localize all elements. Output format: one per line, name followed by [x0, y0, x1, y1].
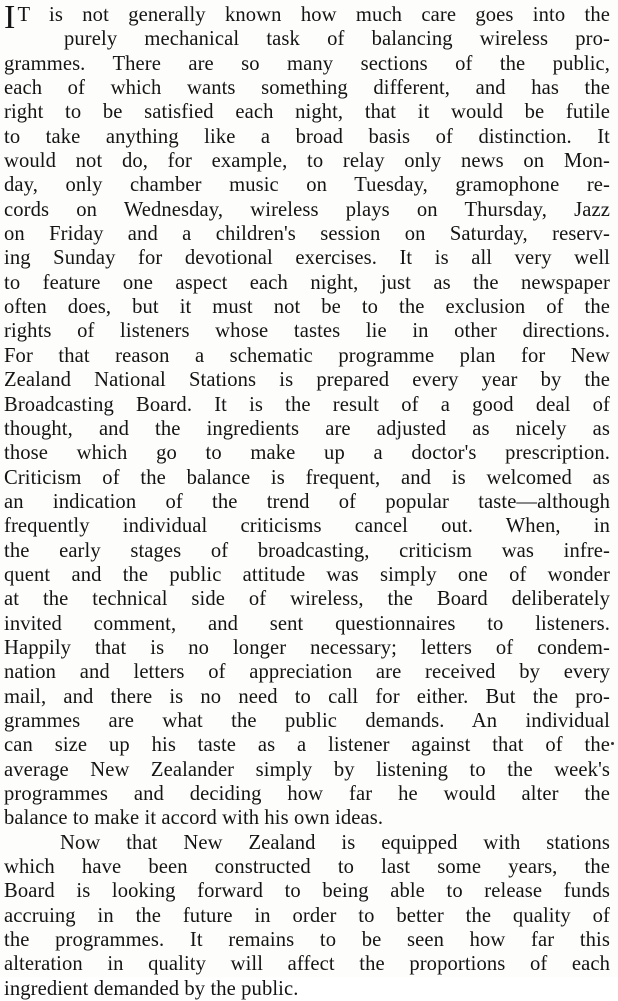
text-line: an indication of the trend of popular taste—although — [4, 490, 610, 513]
text-line: average New Zealander simply by listening to the week's — [4, 758, 610, 781]
text-line: cords on Wednesday, wireless plays on Thursday, Jazz — [4, 198, 610, 221]
text-line: Zealand National Stations is prepared every year by the — [4, 369, 610, 392]
text-line: quent and the public attitude was simply one of wonder — [4, 563, 610, 586]
drop-cap: I — [4, 0, 16, 36]
text-line: thought, and the ingredients are adjusted as nicely as — [4, 417, 610, 440]
article-body — [4, 0, 610, 1001]
print-speck — [611, 742, 614, 745]
text-line: accruing in the future in order to better the quality of — [4, 904, 610, 927]
text-line: Broadcasting Board. It is the result of a good deal of — [4, 393, 610, 416]
paragraph-2 — [4, 831, 610, 1001]
text-line: day, only chamber music on Tuesday, gramophone re- — [4, 174, 610, 197]
text-line: rights of listeners whose tastes lie in other directions. — [4, 320, 610, 343]
text-line: programmes and deciding how far he would alter the — [4, 783, 610, 805]
text-line: to take anything like a broad basis of distinction. It — [4, 125, 610, 148]
text-line: which have been constructed to last some years, the — [4, 856, 610, 879]
text-line: Board is looking forward to being able to release funds — [4, 880, 610, 903]
text-line: often does, but it must not be to the exclusion of the — [4, 296, 610, 319]
text-line: the early stages of broadcasting, criticism was infre- — [4, 539, 610, 562]
text-line: Criticism of the balance is frequent, and is welcomed as — [4, 466, 610, 489]
paragraph-1 — [4, 0, 610, 831]
text-line: alteration in quality will affect the proportions of each — [4, 953, 610, 976]
text-line: I T is not generally known how much care goes into the — [4, 0, 610, 36]
text-line: ing Sunday for devotional exercises. It is all very well — [4, 247, 610, 270]
text-line: nation and letters of appreciation are received by every — [4, 661, 610, 684]
text-line: grammes are what the public demands. An individual — [4, 709, 610, 732]
text-line: invited comment, and sent questionnaires to listeners. — [4, 612, 610, 635]
text-line: frequently individual criticisms cancel out. When, in — [4, 515, 610, 538]
text-line: purely mechanical task of balancing wireless pro- — [64, 28, 610, 51]
text-line: the programmes. It remains to be seen how far this — [4, 929, 610, 952]
text-line: Happily that is no longer necessary; letters of condem- — [4, 636, 610, 659]
text-line: to feature one aspect each night, just as the newspaper — [4, 271, 610, 294]
text-line: grammes. There are so many sections of the public, — [4, 52, 610, 75]
text-line: ingredient demanded by the public. — [4, 977, 299, 1000]
text-line: can size up his taste as a listener against that of the — [4, 734, 610, 757]
text-line: would not do, for example, to relay only news on Mon- — [4, 150, 610, 173]
text-line: each of which wants something different, and has the — [4, 77, 610, 100]
text-line: on Friday and a children's session on Saturday, reserv- — [4, 223, 610, 246]
text-line: For that reason a schematic programme plan for New — [4, 344, 610, 367]
text-line: at the technical side of wireless, the Board deliberately — [4, 588, 610, 611]
text-line: balance to make it accord with his own ideas. — [4, 807, 384, 830]
text-line: those which go to make up a doctor's prescription. — [4, 442, 610, 465]
text-line: right to be satisfied each night, that it would be futile — [4, 101, 610, 124]
text-line: Now that New Zealand is equipped with stations — [60, 831, 610, 854]
text-line: mail, and there is no need to call for either. But the pro- — [4, 685, 610, 708]
